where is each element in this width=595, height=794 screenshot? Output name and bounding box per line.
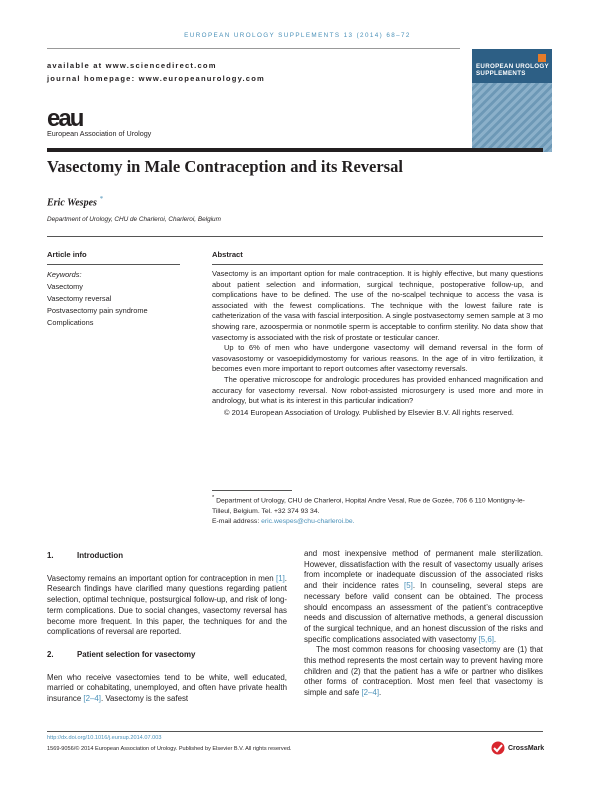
abstract-paragraph: The operative microscope for andrologic procedures has provided enhanced magnification and accuracy for vasectomy reversal. Now robot-assisted microsurgery is used more and more in andrology, but what is its interest in this particular indication? bbox=[212, 374, 543, 406]
journal-cover-thumbnail bbox=[472, 49, 552, 152]
reference-link[interactable]: [5] bbox=[404, 581, 413, 591]
reference-link[interactable]: [2–4] bbox=[361, 688, 380, 698]
doi-link[interactable]: http://dx.doi.org/10.1016/j.eursup.2014.07.003 bbox=[47, 735, 162, 741]
email-link[interactable]: eric.wespes@chu-charleroi.be. bbox=[261, 518, 355, 526]
section-number: 1. bbox=[47, 551, 54, 560]
body-paragraph: Men who receive vasectomies tend to be white, well educated, married or cohabitating, unemployed, and often have private health insurance [2–4]. Vasectomy is the safest bbox=[47, 672, 287, 704]
cover-badge bbox=[538, 54, 546, 62]
email-label: E-mail address: bbox=[212, 518, 260, 526]
abstract-rule bbox=[212, 264, 543, 265]
header-rule bbox=[47, 48, 460, 49]
body-left-column bbox=[47, 551, 287, 705]
author bbox=[47, 195, 103, 208]
footnote-text: Department of Urology, CHU de Charleroi, Hopital Andre Vesal, Rue de Gozée, 706 6 110 Montigny-le-Tilleul, Belgium. Tel. +32 374 93 34. bbox=[212, 497, 525, 515]
eau-logo-icon bbox=[47, 107, 97, 129]
corresponding-author-footnote bbox=[212, 493, 543, 527]
body-right-column bbox=[304, 549, 543, 699]
section-number: 2. bbox=[47, 649, 54, 659]
abstract-paragraph: Up to 6% of men who have undergone vasectomy will demand reversal in the form of vasovasostomy or vasoepididymostomy for various reasons. In the age of in vitro fertilization, it becomes even more important to report outcomes after vasectomy reversals. bbox=[212, 343, 543, 374]
affiliation: Department of Urology, CHU de Charleroi, Charleroi, Belgium bbox=[47, 216, 221, 223]
abstract-body bbox=[212, 269, 543, 418]
footer-rule bbox=[47, 731, 543, 732]
footnote-rule bbox=[212, 490, 292, 491]
body-paragraph: The most common reasons for choosing vasectomy are (1) that this method represents the most certain way to prevent having more children and (2) that the patient has a wife or partner who dislikes other forms of contraception. Most men feel that vasectomy is simple and safe [2–4]. bbox=[304, 645, 543, 698]
keyword: Postvasectomy pain syndrome bbox=[47, 306, 148, 316]
author-name: Eric Wespes bbox=[47, 197, 97, 209]
homepage-link[interactable]: www.europeanurology.com bbox=[138, 74, 265, 83]
section-rule bbox=[47, 236, 543, 237]
reference-link[interactable]: [5,6] bbox=[478, 634, 494, 644]
keyword: Vasectomy reversal bbox=[47, 294, 112, 304]
body-paragraph: and most inexpensive method of permanent male sterilization. However, dissatisfaction with the result of vasectomy usually arises from incomplete or inadequate discussion of the associated risks and their incidence rates [5]. In counseling, several steps are necessary before valid consent can be obtained. The process should encompass an assessment of the patient’s contraceptive needs and discussion of alternative methods, a general discussion of the surgical technique, and an honest discussion of the risks and specific complications associated with vasectomy [5,6]. bbox=[304, 549, 543, 644]
section-title: Introduction bbox=[77, 551, 124, 560]
article-info-heading: Article info bbox=[47, 250, 87, 259]
section-heading-introduction bbox=[47, 551, 287, 562]
homepage-label: journal homepage: bbox=[47, 74, 136, 83]
abstract-heading: Abstract bbox=[212, 250, 243, 259]
reference-link[interactable]: [2–4] bbox=[83, 694, 101, 704]
sciencedirect-link[interactable]: www.sciencedirect.com bbox=[105, 61, 217, 70]
availability-block bbox=[47, 59, 265, 85]
body-paragraph: Vasectomy remains an important option for contraception in men [1]. Research findings have clarified many questions regarding patient selection, optimal technique, postsurgical follow-up, and risk of long-term complications. Due to social changes, vasectomy reversal has become more frequent. In this paper, the techniques for and the complications of reversal are reported. bbox=[47, 573, 287, 637]
crossmark-badge[interactable] bbox=[491, 741, 544, 755]
keywords-label: Keywords: bbox=[47, 270, 82, 279]
article-info-rule bbox=[47, 264, 180, 265]
abstract-copyright: © 2014 European Association of Urology. Published by Elsevier B.V. All rights reserved. bbox=[224, 407, 514, 417]
journal-citation-line: EUROPEAN UROLOGY SUPPLEMENTS 13 (2014) 68–72 bbox=[184, 32, 411, 39]
cover-artwork bbox=[472, 83, 552, 152]
reference-link[interactable]: [1] bbox=[276, 573, 285, 583]
logo-subtitle: European Association of Urology bbox=[47, 129, 152, 138]
article-title: Vasectomy in Male Contraception and its Reversal bbox=[47, 157, 403, 176]
keyword: Vasectomy bbox=[47, 282, 84, 292]
section-title: Patient selection for vasectomy bbox=[77, 649, 196, 659]
crossmark-label: CrossMark bbox=[508, 744, 545, 752]
logo-lettering: eau bbox=[47, 107, 83, 129]
available-label: available at bbox=[47, 61, 103, 70]
cover-title: EUROPEAN UROLOGY SUPPLEMENTS bbox=[476, 63, 549, 77]
keyword: Complications bbox=[47, 318, 94, 328]
footnote-mark: * bbox=[212, 495, 215, 501]
crossmark-icon bbox=[491, 741, 505, 755]
issn-copyright: 1569-9056/© 2014 European Association of Urology. Published by Elsevier B.V. All rights reserved. bbox=[47, 746, 292, 752]
author-footnote-mark[interactable]: * bbox=[99, 195, 103, 203]
keywords-block bbox=[47, 269, 148, 329]
title-rule bbox=[47, 148, 543, 152]
abstract-paragraph: Vasectomy is an important option for male contraception. It is highly effective, but many questions about patient selection and information, surgical technique, postoperative follow-up, and complications have to be defined. The use of the no-scalpel technique to access the vasa is associated with the fewest complications. The technique with the lowest failure rate is catheterization of the vasa with fascial interposition. A single postvasectomy semen sample at 3 mo showing rare, azoospermia or nonmotile sperm is acceptable to confirm sterility. No data show that vasectomy is associated with the risk of prostate or testicular cancer. bbox=[212, 269, 543, 342]
section-heading-patient-selection bbox=[47, 650, 287, 661]
